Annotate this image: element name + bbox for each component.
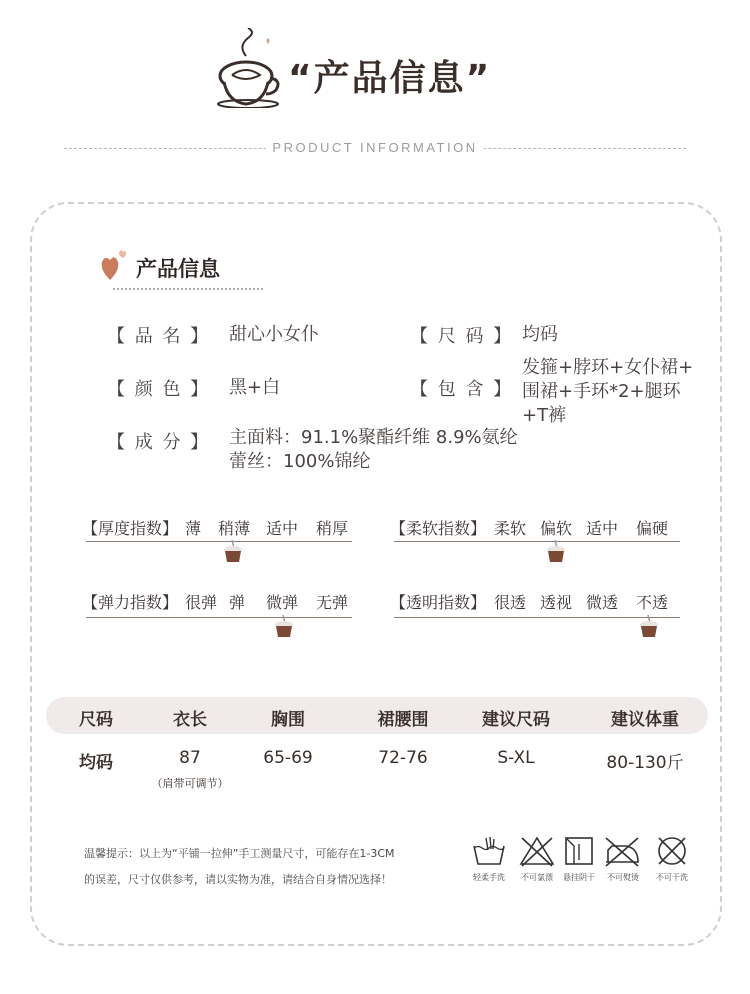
care-label: 轻柔手洗 <box>473 873 505 882</box>
softness-option: 偏硬 <box>636 519 669 538</box>
table-cell: 65-69 <box>263 748 313 768</box>
softness-option: 适中 <box>586 519 619 538</box>
includes-value: 发箍+脖环+女仆裙+ 围裙+手环*2+腿环 +T裤 <box>522 357 694 426</box>
transparency-option: 不透 <box>636 593 669 612</box>
softness-option: 偏软 <box>540 519 573 538</box>
table-cell: 均码 <box>79 753 113 773</box>
includes-label: 【 包 含 】 <box>410 379 514 400</box>
table-header: 建议体重 <box>611 710 679 730</box>
no-bleach-icon <box>514 834 560 870</box>
no-dry-clean-icon <box>649 834 695 870</box>
table-cell: 80-130斤 <box>606 753 684 773</box>
softness-marker-icon <box>545 538 567 568</box>
thickness-marker-icon <box>222 538 244 568</box>
care-label: 悬挂阴干 <box>563 873 595 882</box>
transparency-option: 微透 <box>586 593 619 612</box>
color-label: 【 颜 色 】 <box>107 379 211 400</box>
softness-scale-line <box>394 541 680 542</box>
size-label: 【 尺 码 】 <box>410 326 514 347</box>
transparency-scale-title: 【透明指数】 <box>390 593 487 612</box>
heart-icon <box>98 246 132 286</box>
care-label: 不可氯漂 <box>521 873 553 882</box>
name-value: 甜心小女仆 <box>229 324 319 345</box>
table-header: 建议尺码 <box>482 710 550 730</box>
elasticity-option: 很弹 <box>185 593 218 612</box>
size-value: 均码 <box>522 324 558 345</box>
elasticity-scale-line <box>86 617 352 618</box>
thickness-option: 薄 <box>185 519 202 538</box>
care-label: 不可干洗 <box>656 873 688 882</box>
tip-line-1: 温馨提示：以上为“平铺一拉伸”手工测量尺寸，可能存在1-3CM <box>84 847 395 860</box>
color-value: 黑+白 <box>229 377 281 398</box>
table-header: 裙腰围 <box>377 710 429 730</box>
tip-line-2: 的误差，尺寸仅供参考，请以实物为准，请结合自身情况选择！ <box>84 873 392 886</box>
care-label: 不可熨烫 <box>607 873 639 882</box>
thickness-option: 适中 <box>266 519 299 538</box>
material-value: 主面料：91.1%聚酯纤维 8.9%氨纶 蕾丝：100%锦纶 <box>229 427 518 472</box>
elasticity-scale-title: 【弹力指数】 <box>82 593 179 612</box>
table-header: 尺码 <box>79 710 113 730</box>
thickness-option: 稍厚 <box>316 519 349 538</box>
elasticity-option: 微弹 <box>266 593 299 612</box>
thickness-option: 稍薄 <box>218 519 251 538</box>
page-title: “产品信息” <box>288 58 492 99</box>
softness-option: 柔软 <box>494 519 527 538</box>
table-cell: S-XL <box>497 748 535 768</box>
transparency-option: 透视 <box>540 593 573 612</box>
no-iron-icon <box>600 834 646 870</box>
transparency-option: 很透 <box>494 593 527 612</box>
hand-wash-icon <box>466 834 512 870</box>
elasticity-option: 弹 <box>229 593 246 612</box>
page-subtitle: PRODUCT INFORMATION <box>0 140 750 155</box>
section-underline <box>113 288 263 290</box>
section-title: 产品信息 <box>136 257 220 281</box>
material-label: 【 成 分 】 <box>107 432 211 453</box>
table-cell: 72-76 <box>378 748 428 768</box>
line-dry-shade-icon <box>556 834 602 870</box>
thickness-scale-line <box>86 541 352 542</box>
table-header: 衣长 <box>173 710 207 730</box>
thickness-scale-title: 【厚度指数】 <box>82 519 179 538</box>
elasticity-option: 无弹 <box>316 593 349 612</box>
softness-scale-title: 【柔软指数】 <box>390 519 487 538</box>
name-label: 【 品 名 】 <box>107 326 211 347</box>
coffee-cup-icon <box>216 28 286 108</box>
table-cell-note: （肩带可调节） <box>151 777 229 790</box>
table-cell: 87 <box>179 748 201 768</box>
elasticity-marker-icon <box>273 613 295 643</box>
transparency-marker-icon <box>638 613 660 643</box>
table-header: 胸围 <box>271 710 305 730</box>
